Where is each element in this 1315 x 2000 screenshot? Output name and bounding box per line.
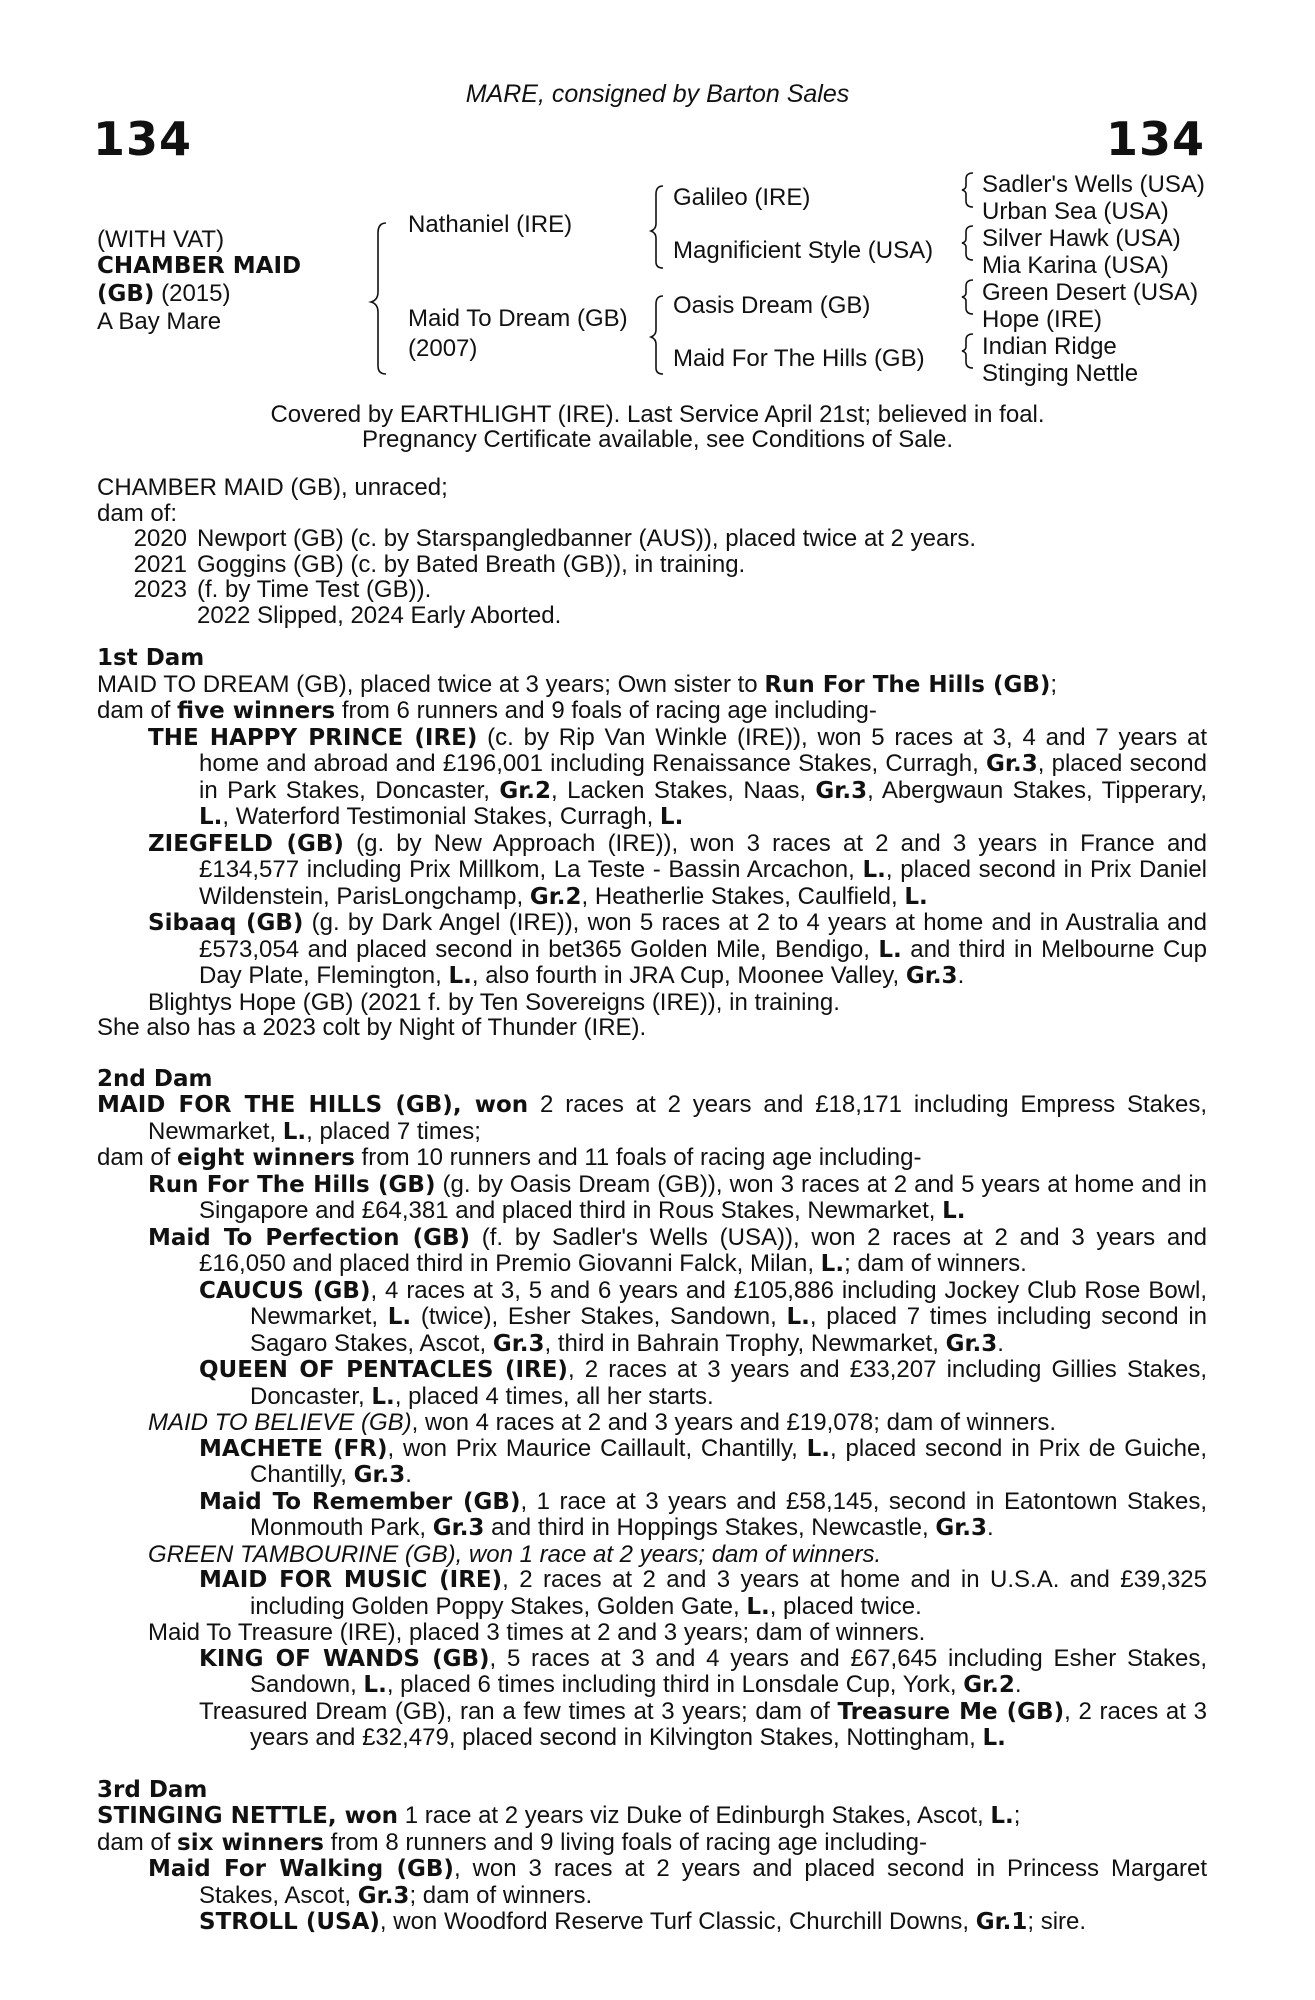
ggsire-2: Silver Hawk (USA) [982,225,1181,252]
produce-text: 2022 Slipped, 2024 Early Aborted. [197,601,562,629]
second-dam-line: MAID FOR THE HILLS (GB), won 2 races at 2 years and £18,171 including Empress Stakes, Newmarket, L., placed 7 times; [97,1091,1207,1145]
entry-green-tambourine: GREEN TAMBOURINE (GB), won 1 race at 2 years; dam of winners. [148,1540,882,1568]
entry-machete: MACHETE (FR), won Prix Maurice Caillault, Chantilly, L., placed second in Prix de Guiche, Chantilly, Gr.3. [199,1434,1207,1488]
ggsire-4: Indian Ridge [982,333,1117,360]
entry-maid-for-walking: Maid For Walking (GB), won 3 races at 2 years and placed second in Princess Margaret Stakes, Ascot, Gr.3; dam of winners. [148,1855,1207,1909]
produce-dam-of: dam of: [97,499,178,527]
ggdam-2: Mia Karina (USA) [982,252,1169,279]
ggdam-1: Urban Sea (USA) [982,198,1169,225]
produce-text: (f. by Time Test (GB)). [197,576,432,603]
entry-maid-to-believe: MAID TO BELIEVE (GB), won 4 races at 2 and 3 years and £19,078; dam of winners. [148,1409,1057,1436]
consignor-line: MARE, consigned by Barton Sales [465,80,850,108]
produce-text: Goggins (GB) (c. by Bated Breath (GB)), in training. [197,550,746,578]
second-dam-produce-line: dam of eight winners from 10 runners and 11 foals of racing age including- [97,1144,922,1171]
produce-year: 2021 [133,550,187,578]
first-dam-heading: 1st Dam [97,645,205,671]
catalogue-body [97,475,1207,1936]
entry-run-for-the-hills: Run For The Hills (GB) (g. by Oasis Dream (GB)), won 3 races at 2 and 5 years at home and in Singapore and £64,381 and placed third in Rous Stakes, Newmarket, L. [148,1170,1207,1224]
second-dam-heading: 2nd Dam [97,1065,213,1092]
cover-line-1: Covered by EARTHLIGHT (IRE). Last Service April 21st; believed in foal. [270,401,1045,428]
ggsire-1: Sadler's Wells (USA) [982,171,1205,198]
sire-sire: Galileo (IRE) [673,184,811,211]
sire-dam: Magnificient Style (USA) [673,237,934,264]
horse-name: CHAMBER MAID [97,253,302,279]
entry-maid-for-music: MAID FOR MUSIC (IRE), 2 races at 2 and 3 years at home and in U.S.A. and £39,325 including Golden Poppy Stakes, Golden Gate, L., placed twice. [199,1566,1207,1620]
cover-line-2: Pregnancy Certificate available, see Conditions of Sale. [362,426,953,453]
horse-year: (2015) [154,280,231,307]
entry-maid-to-treasure: Maid To Treasure (IRE), placed 3 times at 2 and 3 years; dam of winners. [148,1619,926,1646]
entry-sibaaq: Sibaaq (GB) (g. by Dark Angel (IRE)), won 5 races at 2 to 4 years at home and in Australia and £573,054 and placed second in bet365 Golden Mile, Bendigo, L. and third in Melbourne Cup Day Plate, Flemington, L., also fourth in JRA Cup, Moonee Valley, Gr.3. [148,909,1208,989]
produce-row [97,526,1207,552]
vat-note: (WITH VAT) [97,226,225,253]
entry-the-happy-prince: THE HAPPY PRINCE (IRE) (c. by Rip Van Winkle (IRE)), won 5 races at 3, 4 and 7 years at home and abroad and £196,001 including Renaissance Stakes, Curragh, Gr.3, placed second in Park Stakes, Doncaster, Gr.2, Lacken Stakes, Naas, Gr.3, Abergwaun Stakes, Tipperary, L., Waterford Testimonial Stakes, Curragh, L. [148,723,1207,830]
entry-caucus: CAUCUS (GB), 4 races at 3, 5 and 6 years and £105,886 including Jockey Club Rose Bowl, Newmarket, L. (twice), Esher Stakes, Sandown, L., placed 7 times including second in Sagaro Stakes, Ascot, Gr.3, third in Bahrain Trophy, Newmarket, Gr.3. [199,1276,1208,1357]
ggdam-3: Hope (IRE) [982,306,1103,333]
first-dam-line: MAID TO DREAM (GB), placed twice at 3 years; Own sister to Run For The Hills (GB); [97,670,1058,698]
third-dam-line: STINGING NETTLE, won 1 race at 2 years viz Duke of Edinburgh Stakes, Ascot, L.; [97,1802,1021,1829]
entry-maid-to-perfection: Maid To Perfection (GB) (f. by Sadler's Wells (USA)), won 2 races at 2 and 3 years and £16,050 and placed third in Premio Giovanni Falck, Milan, L.; dam of winners. [148,1223,1207,1277]
produce-year: 2020 [133,525,187,552]
produce-intro: CHAMBER MAID (GB), unraced; [97,474,448,501]
produce-year: 2023 [133,576,187,603]
cover-info [0,402,1315,452]
horse-description: A Bay Mare [97,308,222,335]
entry-stroll: STROLL (USA), won Woodford Reserve Turf Classic, Churchill Downs, Gr.1; sire. [199,1908,1087,1935]
ggsire-3: Green Desert (USA) [982,279,1199,306]
produce-row [97,552,1207,578]
lot-number-left: 134 [93,112,193,166]
third-dam-heading: 3rd Dam [97,1776,208,1803]
third-dam-produce-line: dam of six winners from 8 runners and 9 living foals of racing age including- [97,1828,927,1856]
horse-country: (GB) [97,281,155,307]
produce-row [97,603,1207,629]
first-dam-produce-line: dam of five winners from 6 runners and 9 foals of racing age including- [97,697,877,724]
entry-treasured-dream: Treasured Dream (GB), ran a few times at 3 years; dam of Treasure Me (GB), 2 races at 3 years and £32,479, placed second in Kilvington Stakes, Nottingham, L. [199,1697,1207,1751]
dam-sire: Oasis Dream (GB) [673,292,871,319]
entry-blightys-hope: Blightys Hope (GB) (2021 f. by Ten Sovereigns (IRE)), in training. [148,988,840,1016]
produce-text: Newport (GB) (c. by Starspangledbanner (AUS)), placed twice at 2 years. [197,525,976,552]
entry-maid-to-remember: Maid To Remember (GB), 1 race at 3 years and £58,145, second in Eatontown Stakes, Monmouth Park, Gr.3 and third in Hoppings Stakes, Newcastle, Gr.3. [199,1487,1207,1541]
lot-number-right: 134 [1105,112,1205,166]
entry-ziegfeld: ZIEGFELD (GB) (g. by New Approach (IRE)), won 3 races at 2 and 3 years in France and £134,577 including Prix Millkom, La Teste - Bassin Arcachon, L., placed second in Prix Daniel Wildenstein, ParisLongchamp, Gr.2, Heatherlie Stakes, Caulfield, L. [148,829,1208,910]
entry-king-of-wands: KING OF WANDS (GB), 5 races at 3 and 4 years and £67,645 including Esher Stakes, Sandown, L., placed 6 times including third in Lonsdale Cup, York, Gr.2. [199,1644,1207,1698]
produce-row [97,577,1207,603]
ggdam-4: Stinging Nettle [982,360,1139,387]
dam: Maid To Dream (GB) [408,305,628,332]
sire: Nathaniel (IRE) [408,211,573,238]
entry-queen-of-pentacles: QUEEN OF PENTACLES (IRE), 2 races at 3 years and £33,207 including Gillies Stakes, Doncaster, L., placed 4 times, all her starts. [199,1356,1207,1410]
dam-dam: Maid For The Hills (GB) [673,345,925,372]
dam-year: (2007) [408,335,478,362]
first-dam-also: She also has a 2023 colt by Night of Thunder (IRE). [97,1014,647,1041]
